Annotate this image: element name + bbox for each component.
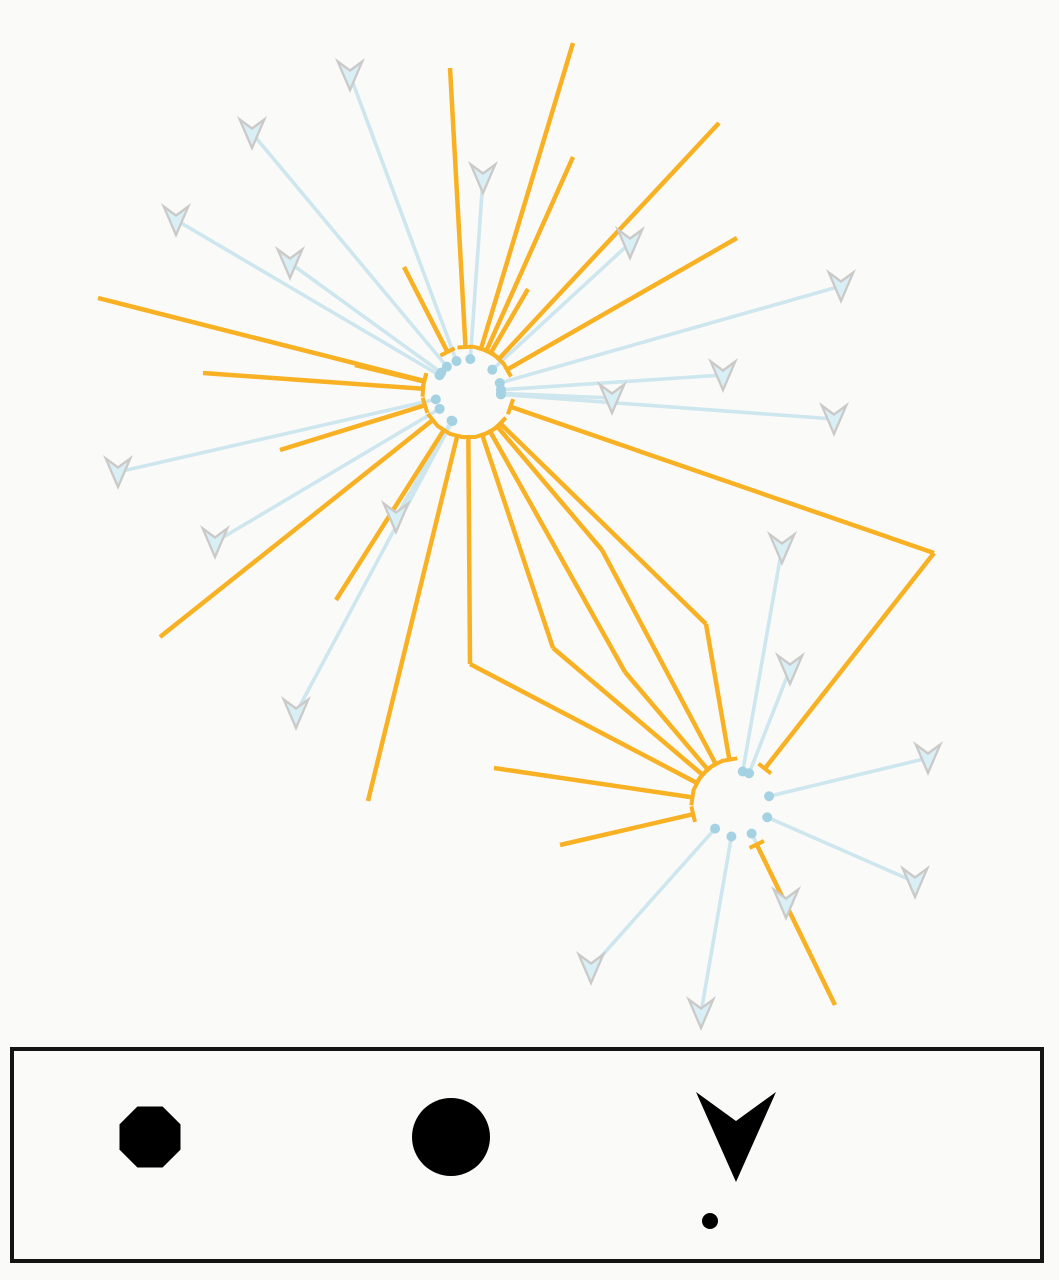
antibody-target-edge-zeptosens_2_16: [501, 394, 834, 419]
tee-arrowhead-icon: [691, 789, 693, 805]
antibody-target-edge-zeptosens_5_33: [215, 409, 440, 542]
antibody-target-edge-zeptosens_1_64: [470, 178, 483, 359]
drug-target-edge-trastuzumab: [494, 768, 692, 797]
antibody-node-hpa001200: [161, 203, 191, 238]
tee-arrowhead-icon: [721, 758, 737, 761]
antibody-node-zeptosens_1_64: [468, 161, 498, 196]
dot-arrowhead-icon: [762, 812, 772, 822]
legend-item-antibody-target: [558, 1203, 734, 1239]
antibody-node-zeptosens_5_33: [200, 525, 230, 560]
antibody-node-zeptosens_1_70: [775, 652, 805, 687]
drug-target-edge-neratinib: [468, 437, 470, 664]
drug-target-edge-varlitinib: [500, 423, 706, 624]
drug-target-edge-pelitinib: [481, 43, 573, 349]
drug-target-edge-afatinib: [511, 407, 934, 553]
antibody-target-edge-cab000035: [118, 399, 436, 472]
tee-arrowhead-icon: [691, 806, 695, 822]
antibody-node-rppa_her2_py1248: [900, 865, 930, 900]
gene-node-icon: [402, 1089, 500, 1185]
antibody-target-edge-hpa018530: [501, 375, 723, 390]
antibody-node-cab000035: [103, 455, 133, 490]
dot-arrowhead-icon: [496, 389, 506, 399]
dot-arrowhead-icon: [431, 394, 441, 404]
dot-arrowhead-icon: [764, 791, 774, 801]
drug-target-edge-erlotinib: [355, 365, 424, 382]
tee-arrowhead-icon: [458, 347, 474, 348]
drug-target-edge-mubritinib: [757, 844, 835, 1005]
drug-target-edge-bibw2992: [560, 814, 693, 845]
dot-arrowhead-icon: [436, 368, 446, 378]
antibody-node-zeptosens_3_48: [767, 531, 797, 566]
dot-arrowhead-icon: [435, 404, 445, 414]
antibody-node-rppa_egfr_py1068: [275, 246, 305, 281]
tee-arrowhead-icon: [422, 374, 426, 390]
legend-item-drug: [102, 1089, 214, 1185]
antibody-node-icon: [686, 1085, 786, 1187]
antibody-target-edge-rppa_egfr_py992: [252, 133, 447, 367]
antibody-node-cab020416: [771, 886, 801, 921]
tee-arrowhead-icon: [475, 432, 490, 437]
drug-target-edge-pertuzumab: [553, 648, 703, 775]
drug-target-edge-flavopiridol: [499, 123, 719, 359]
antibody-node-rppa_egfr_py1173: [281, 696, 311, 731]
drug-target-edge-varlitinib: [706, 624, 729, 760]
antibody-node-rppa_her2: [913, 741, 943, 776]
antibody-node-rppa_egfr: [826, 269, 856, 304]
drug-target-edge-icon: [108, 1203, 270, 1239]
legend-item-drug-target: [108, 1203, 280, 1239]
legend-box: [10, 1047, 1044, 1263]
antibody-target-edge-icon: [558, 1203, 724, 1239]
antibody-target-edge-cab000043: [701, 837, 731, 1013]
antibody-target-edge-hpa001383: [591, 829, 715, 968]
tee-arrowhead-icon: [508, 399, 513, 414]
dot-arrowhead-icon: [451, 356, 461, 366]
antibody-node-cab000043: [686, 996, 716, 1031]
antibody-node-zeptosens_1_85: [335, 58, 365, 93]
drug-target-edge-afatinib: [765, 553, 934, 769]
antibody-target-edge-rppa_egfr_py1068: [290, 263, 441, 373]
antibody-node-hpa001383: [576, 951, 606, 986]
antibody-target-edge-rppa_her2: [769, 758, 928, 796]
drug-target-edge-n4_3br: [450, 68, 466, 347]
edges-layer: [98, 43, 934, 1013]
dot-arrowhead-icon: [447, 416, 457, 426]
dot-arrowhead-icon: [744, 768, 754, 778]
legend-item-antibody: [686, 1085, 802, 1187]
dot-arrowhead-icon: [487, 365, 497, 375]
drug-target-edge-neratinib: [470, 664, 697, 783]
antibody-target-edge-rppa_her2_py1248: [767, 817, 915, 882]
antibody-node-zeptosens_1_31: [615, 226, 645, 261]
legend-item-gene: [402, 1089, 516, 1185]
drug-node-icon: [102, 1089, 198, 1185]
dot-arrowhead-icon: [726, 832, 736, 842]
dot-arrowhead-icon: [710, 824, 720, 834]
antibody-target-edge-zeptosens_1_70: [749, 669, 790, 773]
dot-arrowhead-icon: [465, 354, 475, 364]
dot-arrowhead-icon: [747, 829, 757, 839]
